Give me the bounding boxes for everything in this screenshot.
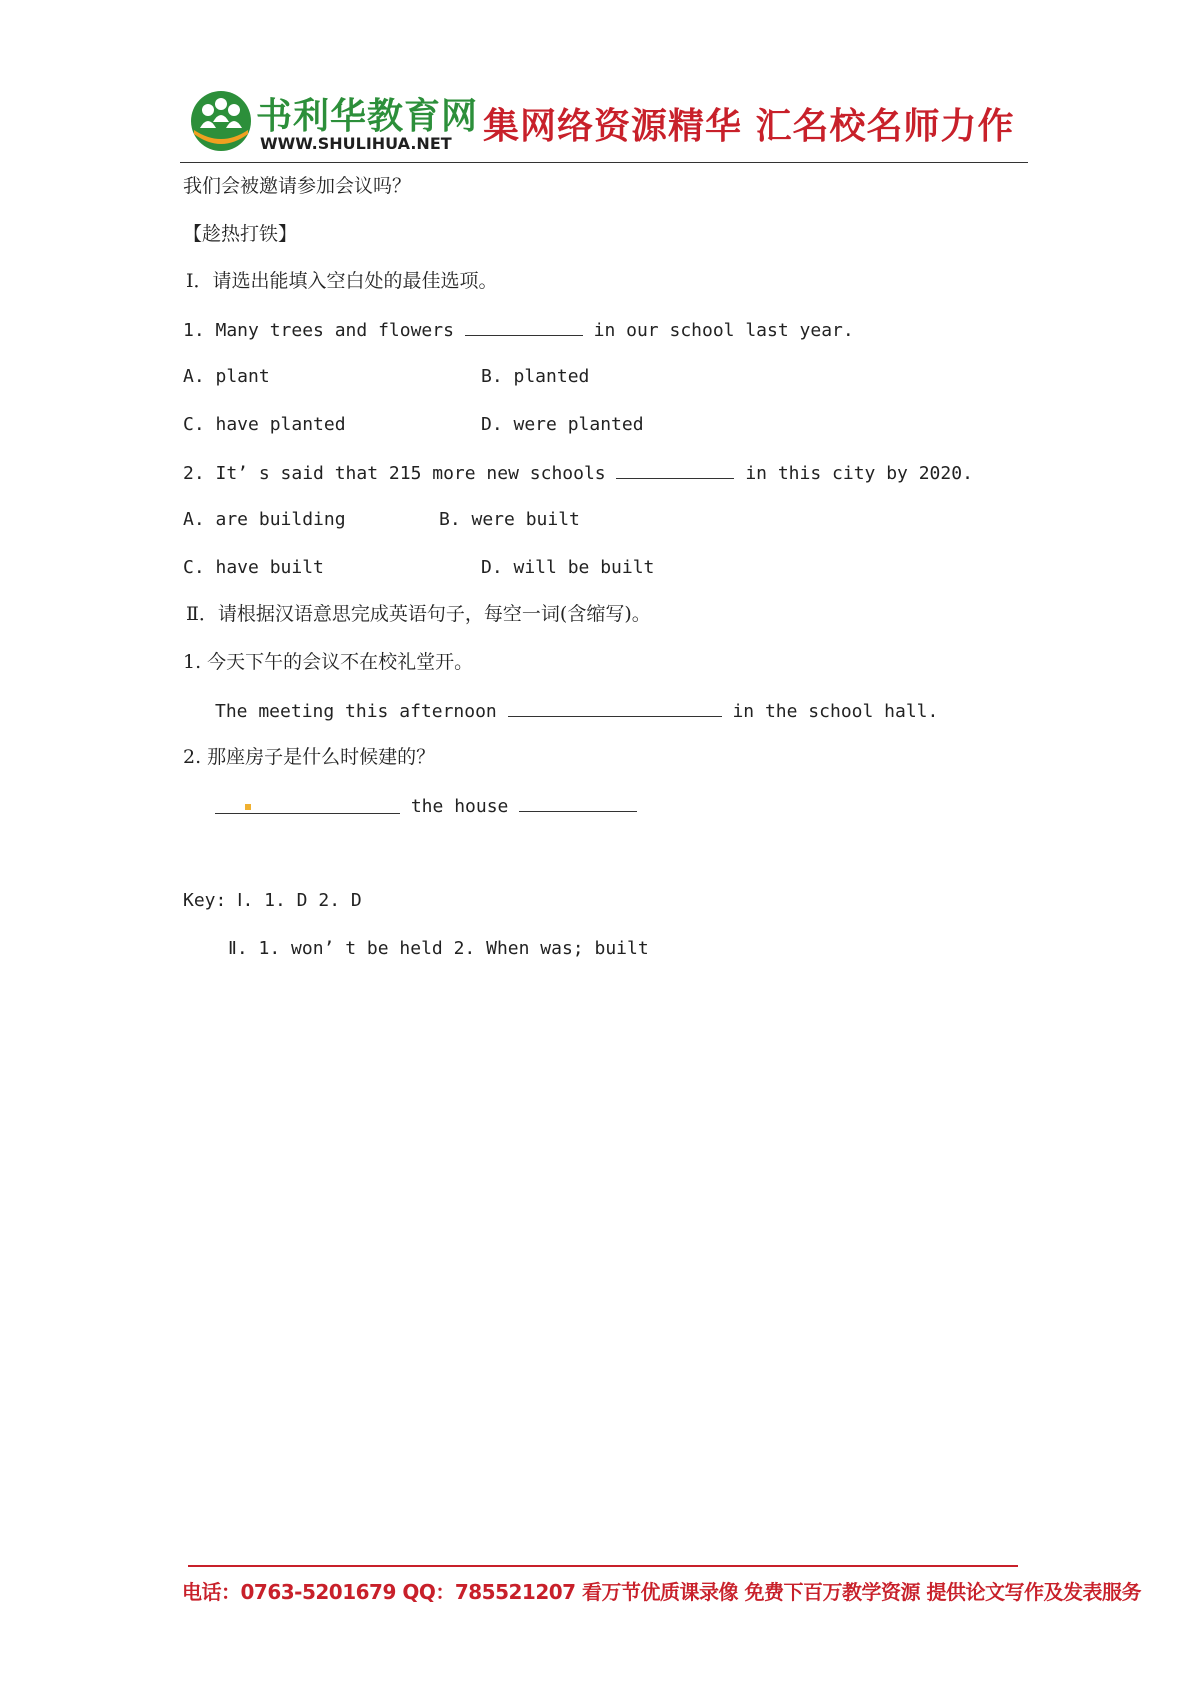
option-a: A. plant <box>183 366 270 387</box>
logo-url: WWW.SHULIHUA.NET <box>260 134 452 153</box>
answer-blank <box>508 698 722 717</box>
question-2 <box>183 460 973 486</box>
question-1 <box>183 317 854 343</box>
part1-heading: Ⅰ．请选出能填入空白处的最佳选项。 <box>186 270 498 292</box>
answer-blank <box>616 460 734 479</box>
intro-line: 我们会被邀请参加会议吗？ <box>183 175 412 197</box>
answer-key-line-1: Key: Ⅰ. 1. D 2. D <box>183 890 362 911</box>
question-1-suffix: in our school last year. <box>593 320 854 341</box>
option-b: B. planted <box>481 366 590 387</box>
part2-question-1-prefix: The meeting this afternoon <box>215 701 497 722</box>
logo-title: 书利华教育网 <box>256 96 479 137</box>
part2-question-1-chinese: 1. 今天下午的会议不在校礼堂开。 <box>183 651 474 673</box>
answer-blank <box>519 793 637 812</box>
part2-question-2 <box>215 793 637 819</box>
logo-people-icon <box>190 90 252 152</box>
part2-question-1-suffix: in the school hall. <box>732 701 939 722</box>
footer-divider <box>188 1565 1018 1567</box>
part2-question-2-middle: the house <box>410 796 509 817</box>
option-d: D. will be built <box>481 557 655 578</box>
header-divider <box>180 162 1028 163</box>
question-1-prefix: 1. Many trees and flowers <box>183 320 454 341</box>
page-header <box>178 84 1028 164</box>
option-c: C. have built <box>183 557 324 578</box>
part2-question-2-chinese: 2. 那座房子是什么时候建的？ <box>183 746 436 768</box>
option-b: B. were built <box>439 509 580 530</box>
answer-blank <box>215 795 400 814</box>
footer-contact: 电话：0763-5201679 QQ：785521207 看万节优质课录像 免费下百万教学资源 提供论文写作及发表服务 <box>182 1580 1141 1604</box>
option-c: C. have planted <box>183 414 346 435</box>
part2-heading: Ⅱ．请根据汉语意思完成英语句子，每空一词(含缩写)。 <box>186 603 651 625</box>
header-slogan: 集网络资源精华 汇名校名师力作 <box>483 106 1015 147</box>
section-title: 【趁热打铁】 <box>183 223 298 245</box>
question-2-prefix: 2. It’ s said that 215 more new schools <box>183 463 606 484</box>
option-d: D. were planted <box>481 414 644 435</box>
answer-key-line-2: Ⅱ. 1. won’ t be held 2. When was; built <box>228 938 649 959</box>
answer-blank <box>465 317 583 336</box>
part2-question-1 <box>215 698 938 724</box>
stray-dot-mark <box>245 804 251 810</box>
option-a: A. are building <box>183 509 346 530</box>
question-2-suffix: in this city by 2020. <box>745 463 973 484</box>
